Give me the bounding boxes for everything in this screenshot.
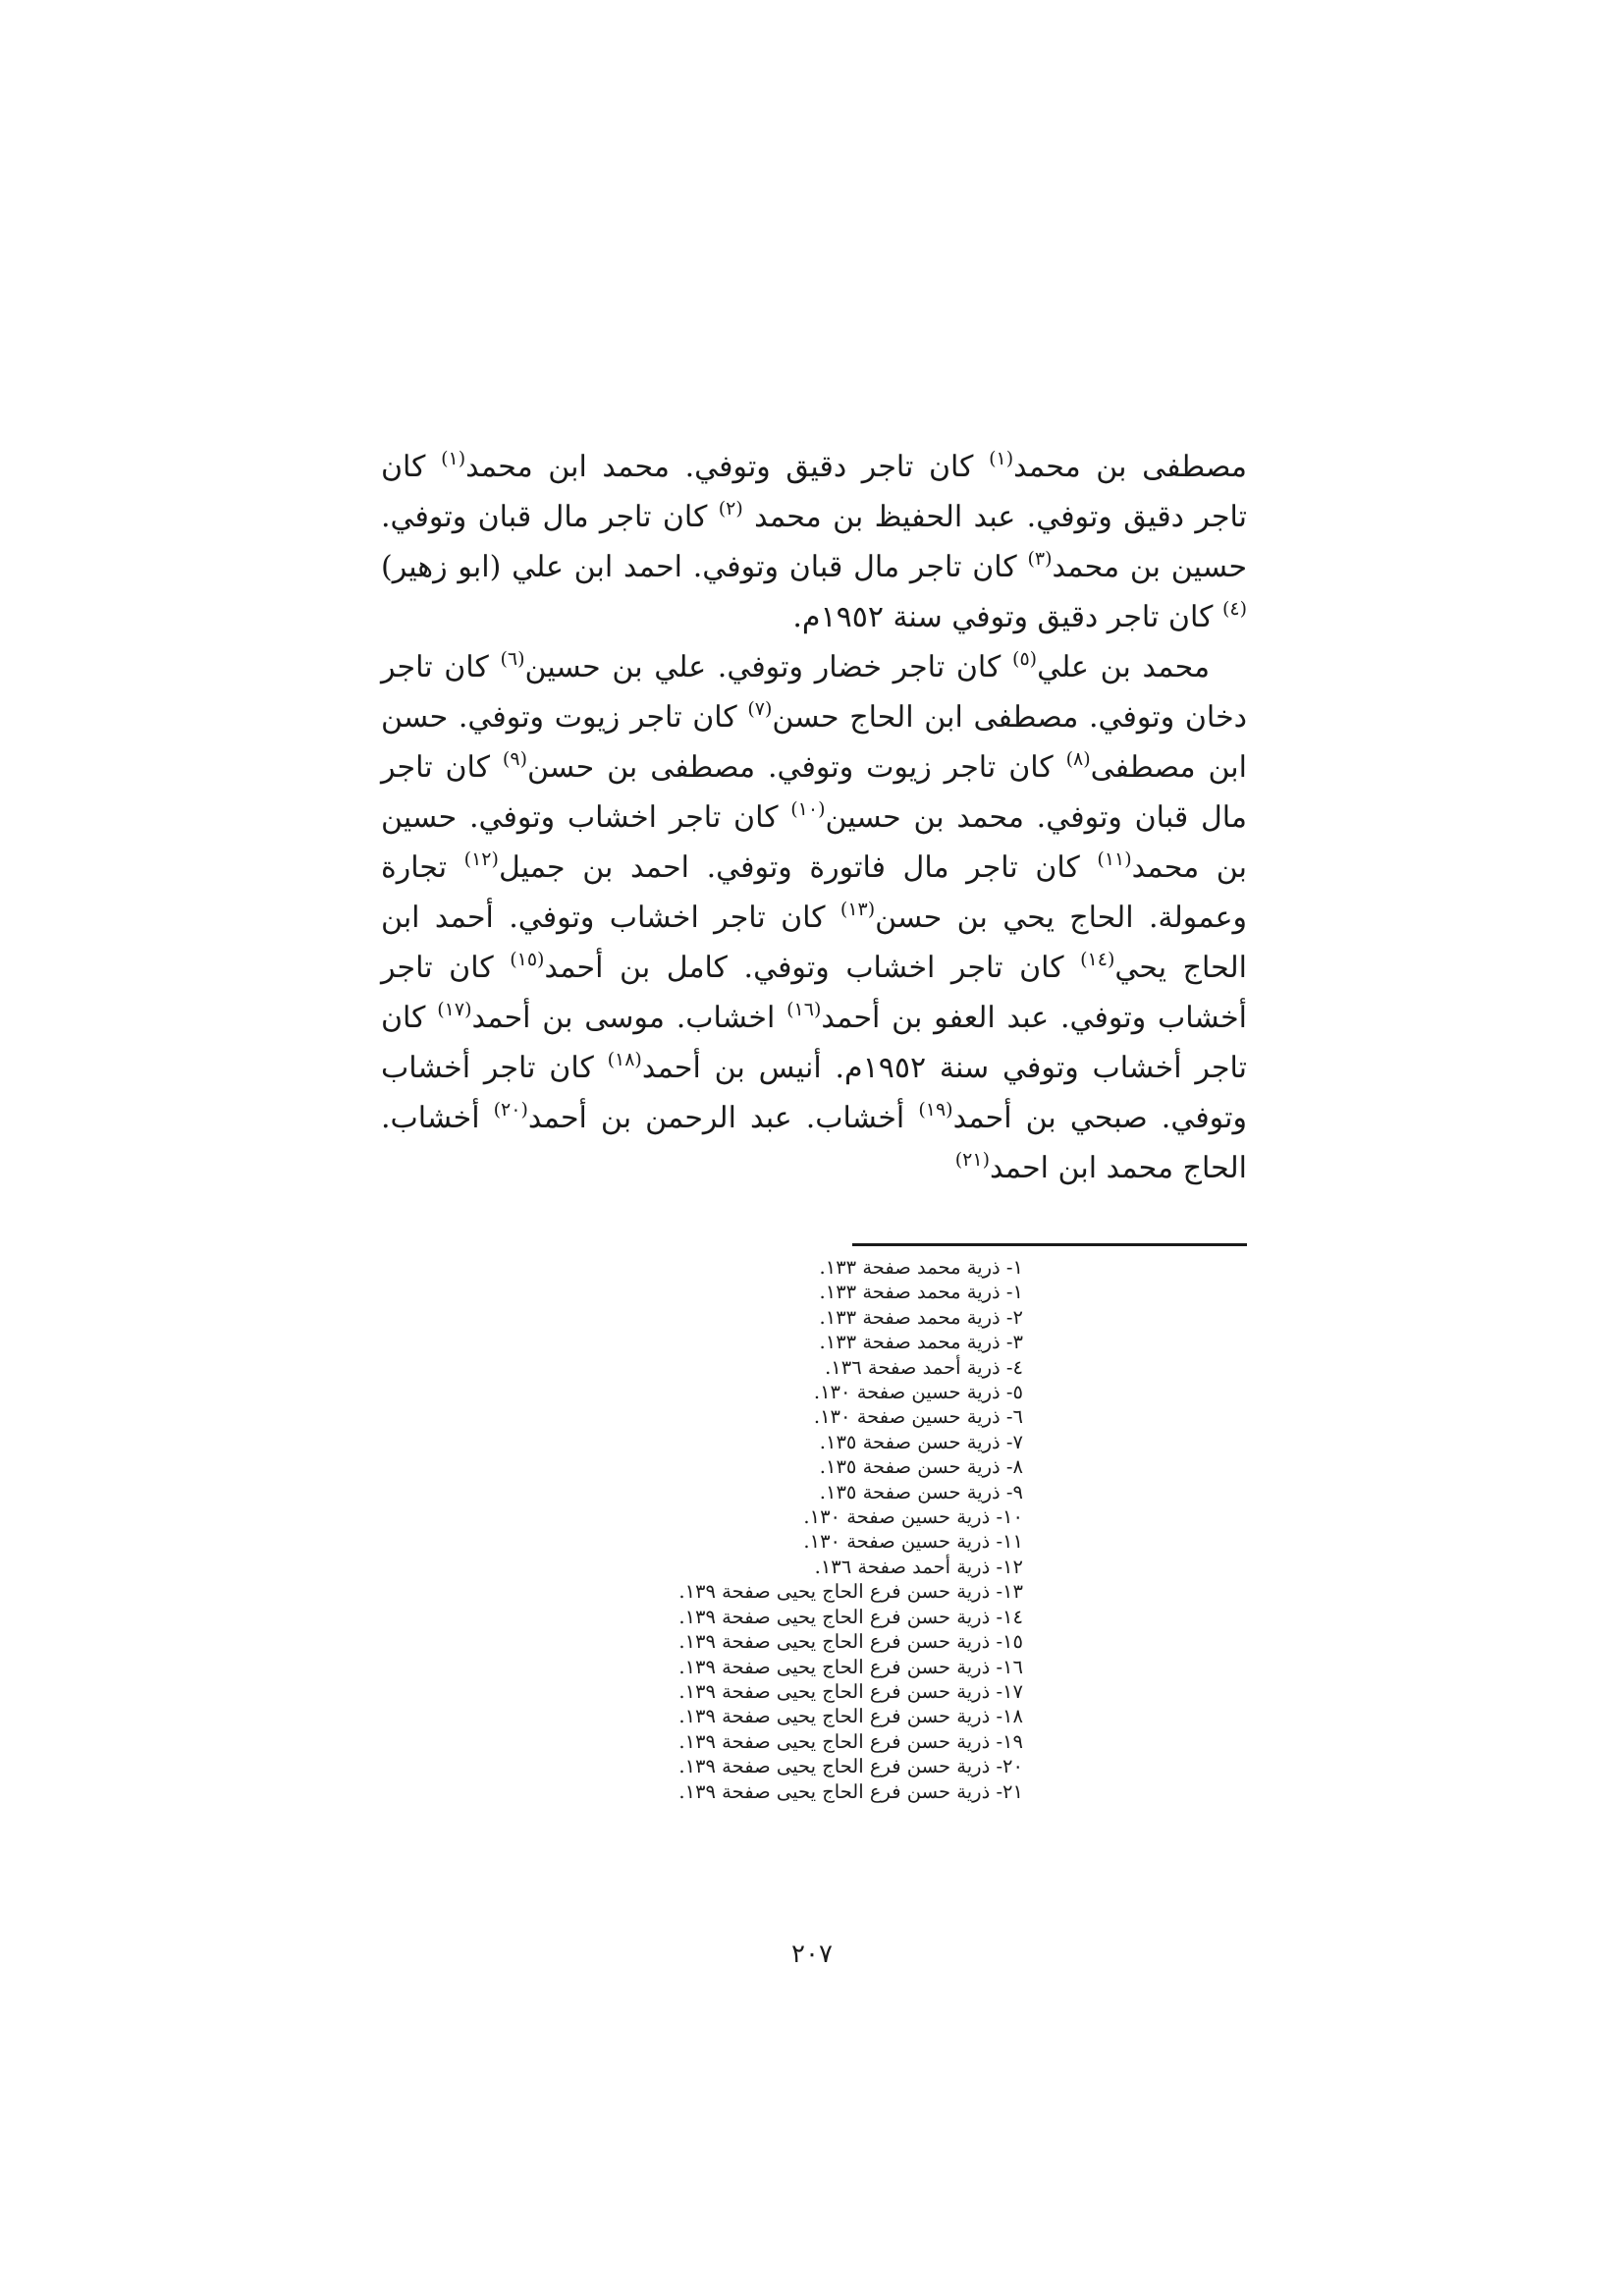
footnote-ref: (٣) [1027,548,1053,570]
footnote-item: ١١- ذرية حسين صفحة ١٣٠. [803,1530,1023,1554]
text-run: كان تاجر اخشاب وتوفي. كامل بن أحمد [544,951,1081,985]
text-run: كان تاجر مال قبان وتوفي. حسين بن محمد [381,500,1247,584]
footnote-ref: (١٦) [786,999,822,1020]
page-number: ٢٠٧ [791,1940,833,1969]
footnote-item: ١٠- ذرية حسين صفحة ١٣٠. [803,1505,1023,1529]
footnote-item: ٢- ذرية محمد صفحة ١٣٣. [819,1305,1023,1329]
text-run: كان تاجر أخشاب وتوفي. صبحي بن أحمد [381,1051,1247,1135]
body-text [381,442,1247,1193]
text-run: أخشاب. الحاج محمد ابن احمد [381,1101,1247,1185]
footnote-item: ١٧- ذرية حسن فرع الحاج يحيى صفحة ١٣٩. [678,1679,1023,1703]
text-run: كان تاجر مال فاتورة وتوفي. احمد بن جميل [498,850,1098,885]
footnote-ref: (٢١) [954,1149,991,1171]
footnote-item: ١٤- ذرية حسن فرع الحاج يحيى صفحة ١٣٩. [678,1605,1023,1628]
footnote-ref: (١٥) [510,949,545,970]
footnote-item: ١٣- ذرية حسن فرع الحاج يحيى صفحة ١٣٩. [678,1580,1023,1604]
footnote-ref: (١٨) [607,1049,642,1070]
footnote-item: ٤- ذرية أحمد صفحة ١٣٦. [825,1355,1023,1379]
footnote-item: ١٨- ذرية حسن فرع الحاج يحيى صفحة ١٣٩. [678,1705,1023,1728]
footnote-ref: (٧) [747,698,773,720]
footnote-ref: (١) [441,448,466,469]
footnote-item: ١٥- ذرية حسن فرع الحاج يحيى صفحة ١٣٩. [678,1630,1023,1654]
footnote-item: ٥- ذرية حسين صفحة ١٣٠. [813,1381,1023,1404]
text-run: أخشاب. عبد الرحمن بن أحمد [527,1101,919,1135]
footnote-ref: (١٩) [918,1099,953,1121]
footnote-item: ١- ذرية محمد صفحة ١٣٣. [819,1281,1023,1304]
footnote-item: ١- ذرية محمد صفحة ١٣٣. [819,1256,1023,1279]
footnote-separator [852,1243,1247,1246]
footnote-ref: (٨) [1065,748,1091,770]
text-run: كان تاجر أخشاب وتوفي. عبد العفو بن أحمد [381,951,1248,1035]
text-run: كان تاجر دقيق وتوفي. محمد ابن محمد [465,450,990,484]
footnote-ref: (٤) [1221,598,1247,620]
footnote-item: ٨- ذرية حسن صفحة ١٣٥. [819,1455,1023,1479]
footnote-item: ٣- ذرية محمد صفحة ١٣٣. [819,1331,1023,1354]
footnote-ref: (١٤) [1080,949,1115,970]
footnote-ref: (١٢) [463,848,499,870]
text-run: كان تاجر اخشاب وتوفي. أحمد ابن الحاج يحي [381,901,1247,985]
text-run: كان تاجر مال قبان وتوفي. احمد ابن علي (ابو زهير) [381,550,1028,584]
footnote-ref: (٢٠) [493,1099,528,1121]
footnote-item: ٩- ذرية حسن صفحة ١٣٥. [819,1480,1023,1503]
text-run: كان تاجر دقيق وتوفي سنة ١٩٥٢م. [792,600,1222,634]
text-run: كان تاجر دخان وتوفي. مصطفى ابن الحاج حسن [381,650,1247,735]
footnote-item: ٧- ذرية حسن صفحة ١٣٥. [819,1430,1023,1453]
footnote-item: ١٢- ذرية أحمد صفحة ١٣٦. [814,1555,1023,1578]
footnote-item: ٢٠- ذرية حسن فرع الحاج يحيى صفحة ١٣٩. [678,1755,1023,1778]
footnote-item: ١٩- ذرية حسن فرع الحاج يحيى صفحة ١٣٩. [678,1729,1023,1753]
footnote-ref: (١٠) [790,798,826,820]
text-run: كان تاجر مال قبان وتوفي. محمد بن حسين [381,750,1247,835]
text-run: مصطفى بن محمد [1013,450,1247,484]
paragraph [381,442,1247,642]
footnote-ref: (١) [989,448,1014,469]
footnote-ref: (١٧) [437,999,472,1020]
text-run: كان تاجر زيوت وتوفي. حسن ابن مصطفى [381,700,1247,785]
footnote-item: ١٦- ذرية حسن فرع الحاج يحيى صفحة ١٣٩. [678,1655,1023,1678]
footnote-ref: (٦) [500,648,525,670]
footnote-item: ٦- ذرية حسين صفحة ١٣٠. [813,1405,1023,1429]
footnote-ref: (٢) [718,498,743,519]
footnote-ref: (٥) [1012,648,1038,670]
text-run: كان تاجر أخشاب وتوفي سنة ١٩٥٢م. أنيس بن أحمد [381,1001,1247,1085]
footnotes-list [562,1255,1023,1804]
footnote-ref: (٩) [502,748,527,770]
footnote-ref: (١١) [1097,848,1132,870]
footnote-ref: (١٣) [839,899,876,920]
text-run: كان تاجر دقيق وتوفي. عبد الحفيظ بن محمد [381,450,1247,534]
text-run: تجارة وعمولة. الحاج يحي بن حسن [381,850,1247,935]
text-run: كان تاجر زيوت وتوفي. مصطفى بن حسن [526,750,1066,785]
text-run: كان تاجر اخشاب وتوفي. حسين بن محمد [381,800,1247,885]
footnote-item: ٢١- ذرية حسن فرع الحاج يحيى صفحة ١٣٩. [678,1779,1023,1803]
text-run: كان تاجر خضار وتوفي. علي بن حسين [524,650,1013,684]
text-run: اخشاب. موسى بن أحمد [471,1001,787,1035]
paragraph [381,642,1247,1193]
text-run: محمد بن علي [1037,650,1211,684]
